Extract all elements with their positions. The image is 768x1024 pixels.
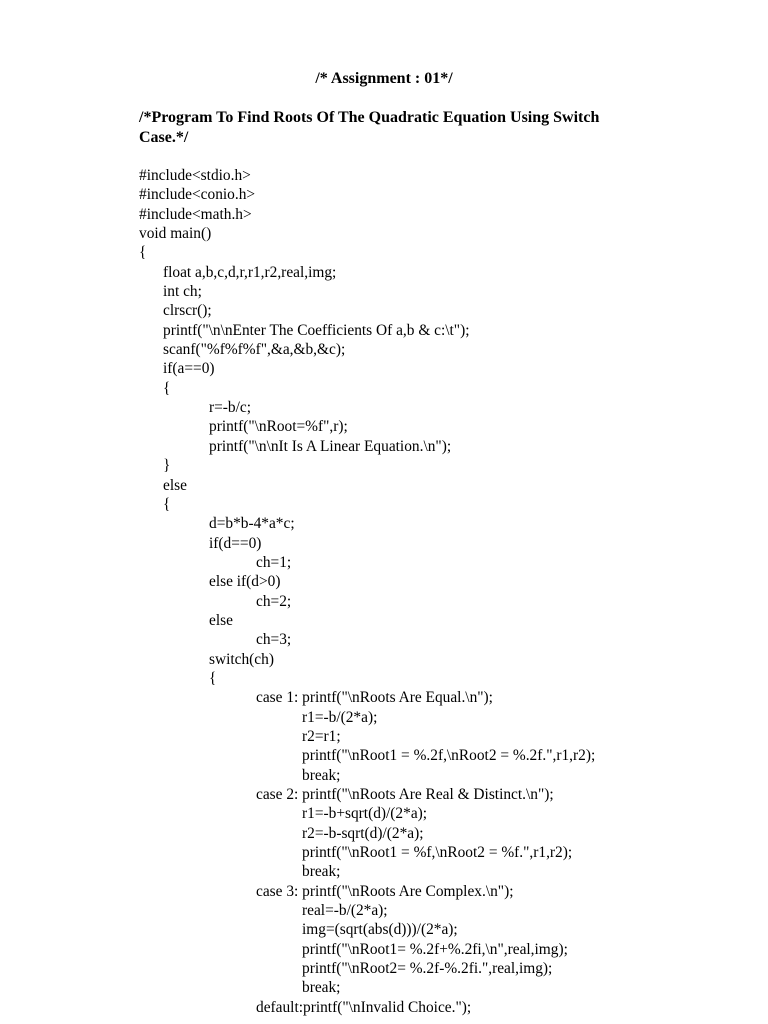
- code-line: printf("\nRoot1 = %.2f,\nRoot2 = %.2f.",r1,r2);: [302, 747, 596, 765]
- code-line: {: [163, 379, 171, 397]
- code-line: real=-b/(2*a);: [302, 902, 388, 920]
- code-line: r1=-b+sqrt(d)/(2*a);: [302, 805, 428, 823]
- code-line: if(d==0): [209, 534, 262, 552]
- code-line: case 3: printf("\nRoots Are Complex.\n");: [256, 882, 514, 900]
- code-line: switch(ch): [209, 650, 274, 668]
- code-line: float a,b,c,d,r,r1,r2,real,img;: [163, 263, 337, 281]
- code-line: }: [163, 457, 171, 475]
- code-line: else: [209, 611, 233, 629]
- code-line: if(a==0): [163, 360, 215, 378]
- code-line: r2=-b-sqrt(d)/(2*a);: [302, 824, 424, 842]
- code-line: void main(): [139, 225, 212, 243]
- code-line: #include<math.h>: [139, 205, 252, 223]
- code-line: printf("\nRoot2= %.2f-%.2fi.",real,img);: [302, 960, 553, 978]
- code-line: scanf("%f%f%f",&a,&b,&c);: [163, 341, 346, 359]
- code-line: printf("\nRoot1= %.2f+%.2fi,\n",real,img);: [302, 940, 568, 958]
- code-line: img=(sqrt(abs(d)))/(2*a);: [302, 921, 458, 939]
- code-line: else: [163, 476, 187, 494]
- code-line: printf("\nRoot=%f",r);: [209, 418, 348, 436]
- program-description-line-2: Case.*/: [139, 128, 189, 146]
- code-line: r1=-b/(2*a);: [302, 708, 378, 726]
- code-listing: [139, 166, 759, 1017]
- code-line: break;: [302, 863, 341, 881]
- code-line: printf("\n\nEnter The Coefficients Of a,b & c:\t");: [163, 321, 470, 339]
- code-line: #include<stdio.h>: [139, 167, 251, 184]
- code-line: #include<conio.h>: [139, 186, 256, 204]
- code-line: {: [163, 495, 171, 513]
- code-line: break;: [302, 766, 341, 784]
- program-description-line-1: /*Program To Find Roots Of The Quadratic Equation Using Switch: [139, 109, 600, 126]
- code-line: ch=1;: [256, 553, 292, 571]
- code-line: else if(d>0): [209, 573, 281, 591]
- code-line: r2=r1;: [302, 727, 341, 745]
- code-line: int ch;: [163, 283, 202, 301]
- code-line: clrscr();: [163, 302, 212, 320]
- code-line: {: [209, 669, 217, 687]
- program-description: [139, 108, 639, 147]
- code-line: d=b*b-4*a*c;: [209, 515, 295, 533]
- code-line: ch=2;: [256, 592, 292, 610]
- code-line: r=-b/c;: [209, 399, 252, 417]
- assignment-title: /* Assignment : 01*/: [315, 70, 453, 87]
- code-line: default:printf("\nInvalid Choice.");: [256, 998, 472, 1016]
- code-line: printf("\n\nIt Is A Linear Equation.\n");: [209, 437, 452, 455]
- code-line: case 2: printf("\nRoots Are Real & Distinct.\n");: [256, 786, 554, 803]
- code-line: break;: [302, 979, 341, 997]
- code-line: {: [139, 244, 147, 262]
- code-line: printf("\nRoot1 = %f,\nRoot2 = %f.",r1,r2);: [302, 844, 573, 862]
- code-line: case 1: printf("\nRoots Are Equal.\n");: [256, 689, 493, 707]
- code-line: ch=3;: [256, 631, 292, 649]
